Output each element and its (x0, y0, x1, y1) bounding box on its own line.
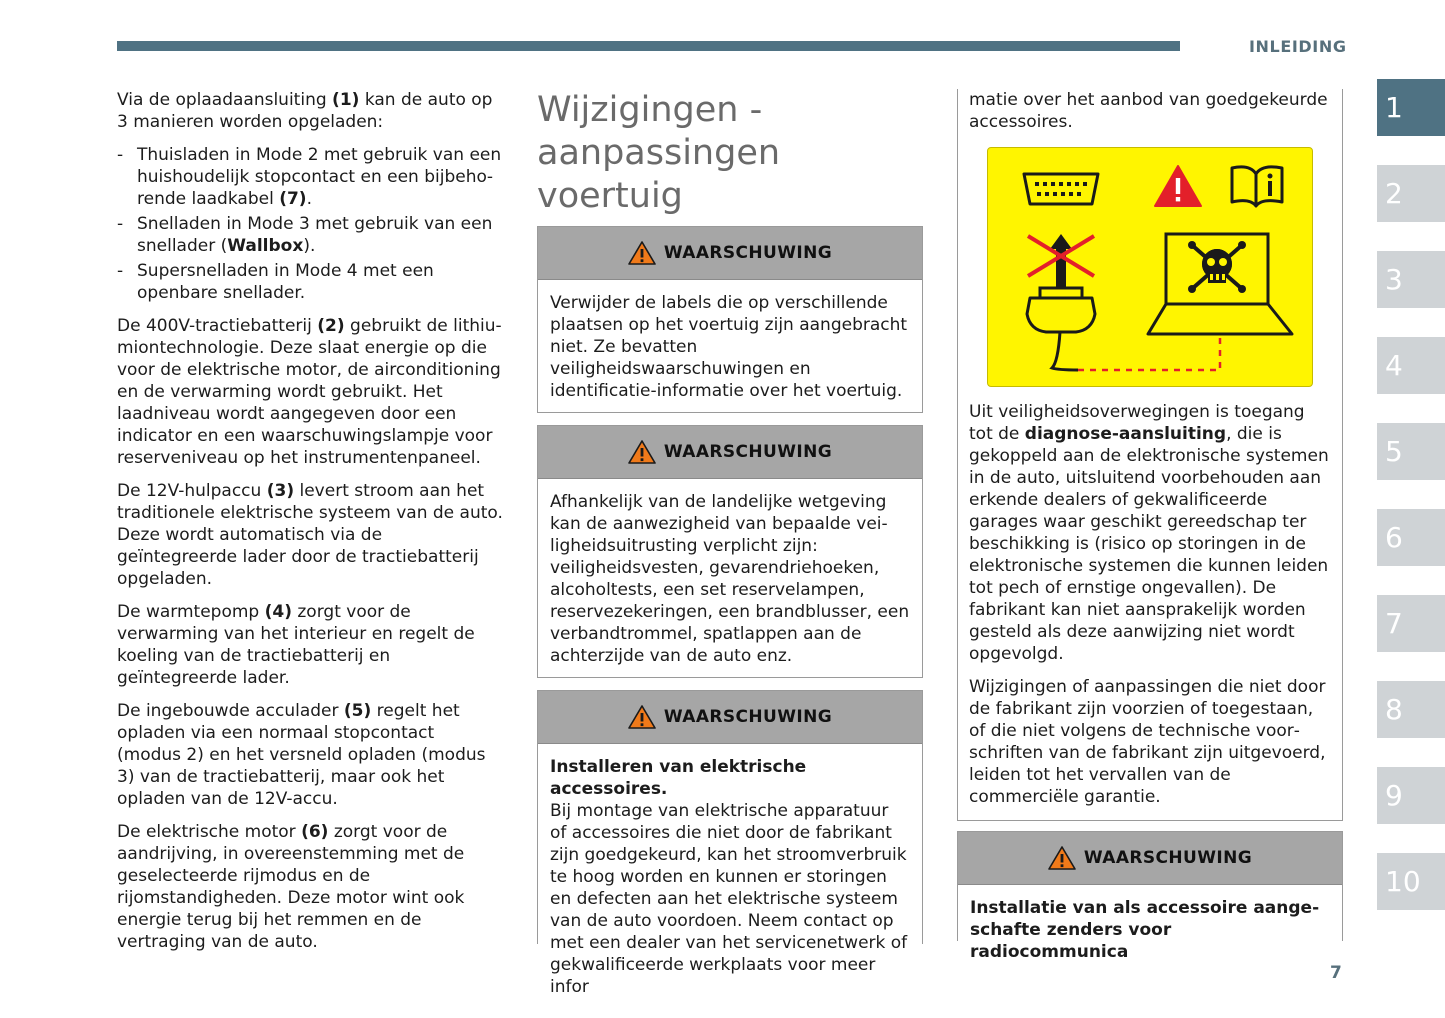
body-paragraph (117, 315, 503, 469)
chapter-tab-2[interactable]: 2 (1377, 165, 1445, 222)
dash-marker: - (117, 145, 124, 165)
chapter-tab-6[interactable]: 6 (1377, 509, 1445, 566)
intro-paragraph (117, 89, 503, 133)
section-title: INLEIDING (1249, 37, 1347, 56)
middle-column (537, 89, 923, 997)
paragraph-text-end: , die is gekoppeld aan de elektronische systemen in de auto, uitsluitend voorbehouden aan erkende dealers of gekwalificeerde garages waar geschikt gereedschap ter beschikking is (risico op storingen in de elektronische systemen die kunnen leiden tot pech of ernstige ongevallen). De fabrikant kan niet aansprakelijk worden gesteld als deze aanwijzing niet wordt opgevolgd. (969, 424, 1329, 664)
body-paragraph (117, 821, 503, 953)
list-text: Supersnelladen in Mode 4 met een openbare snellader. (137, 261, 434, 303)
warning-triangle-icon (628, 440, 656, 464)
paragraph-text: De 12V-hulpaccu (117, 481, 267, 501)
warning-triangle-icon (1048, 846, 1076, 870)
warning-title: WAARSCHUWING (663, 442, 833, 462)
chapter-tab-4[interactable]: 4 (1377, 337, 1445, 394)
warning-text: Bij montage van elektrische apparatuur of accessoires die niet door de fabrikant zijn goedgekeurd, kan het stroomverbruik te hoog worden en kunnen er storingen en defecten aan het elektrische systeem van de auto voordoen. Neem contact op met een dealer van het servicenetwerk of gekwalificeerde werkplaats voor meer infor (550, 801, 908, 997)
obd-connector-icon (1024, 174, 1098, 204)
body-paragraph (117, 601, 503, 689)
diagnostic-warning-figure (987, 147, 1313, 387)
chapter-tab-1[interactable]: 1 (1377, 79, 1445, 136)
list-text-end: ). (303, 236, 316, 256)
warning-body: Afhankelijk van de landelijke wetgeving kan de aanwezigheid van bepaalde veiligheidsuitrusting verplicht zijn: veiligheidsvesten, gevarendriehoeken, alcoholtests, een set reservelampen, reservezekeringen, een brandblusser, een verbandtrommel, spatlappen aan de achterzijde van de auto enz. (550, 492, 910, 666)
danger-triangle-icon (1155, 166, 1201, 206)
left-column (117, 89, 503, 964)
forbidden-plug-icon (1027, 234, 1095, 370)
paragraph-text-end: gebruikt de lithiumiontechnologie. Deze slaat energie op die voor de elektrische motor, de airconditioning en de verwarming wordt gebruikt. Het laadniveau wordt aangegeven door een indicator en een waarschuwingslampje voor reserveniveau op het instrumentenpaneel. (117, 316, 502, 468)
intro-ref: (1) (332, 90, 360, 110)
list-ref: Wallbox (227, 236, 304, 256)
chapter-tab-10[interactable]: 10 (1377, 853, 1445, 910)
paragraph-text: De 400V-tractiebatterij (117, 316, 318, 336)
paragraph-text: Uit veiligheidsoverwegingen is toegang tot de (969, 402, 1305, 444)
chapter-tab-9[interactable]: 9 (1377, 767, 1445, 824)
paragraph-ref: (6) (301, 822, 329, 842)
list-item (117, 213, 503, 257)
list-item (117, 144, 503, 210)
paragraph-ref: (3) (266, 481, 295, 501)
list-ref: (7) (279, 189, 307, 209)
charging-modes-list (117, 144, 503, 304)
intro-text: Via de oplaadaansluiting (117, 90, 333, 110)
chapter-tab-8[interactable]: 8 (1377, 681, 1445, 738)
body-paragraph (969, 401, 1330, 665)
right-column (957, 89, 1343, 962)
chapter-tab-7[interactable]: 7 (1377, 595, 1445, 652)
warning-header (538, 227, 922, 280)
paragraph-text: De warmtepomp (117, 602, 265, 622)
chapter-tab-5[interactable]: 5 (1377, 423, 1445, 480)
warning-body: Verwijder de labels die op verschillende plaatsen op het voertuig zijn aangebracht niet. Ze bevatten veiligheidswaarschuwingen en identificatie-informatie over het voertuig. (550, 293, 908, 401)
dash-marker: - (117, 261, 124, 281)
body-paragraph: Wijzigingen of aanpassingen die niet door de fabrikant zijn voorzien of toegestaan, of die niet volgens de technische voorschriften van de fabrikant zijn uitgevoerd, leiden tot het vervallen van de commerciёle garantie. (969, 677, 1326, 807)
body-paragraph (117, 700, 503, 810)
warning-triangle-icon (628, 241, 656, 265)
warning-body (538, 744, 922, 997)
paragraph-ref: (4) (264, 602, 292, 622)
intro-text-end: kan de auto op 3 manieren worden opgeladen: (117, 90, 493, 132)
skull-laptop-icon (1148, 234, 1292, 334)
paragraph-ref: (5) (343, 701, 372, 721)
section-heading: Wijzigingen - aanpassingen voertuig (537, 90, 781, 216)
continued-text: matie over het aanbod van goedgekeurde accessoires. (969, 90, 1328, 132)
paragraph-text-end: regelt het opladen via een normaal stopcontact (modus 2) en het versneld opladen (modus 3) van de tractiebatterij, maar ook het opladen van de 12V-accu. (117, 701, 486, 809)
figure-illustration (988, 148, 1312, 386)
paragraph-ref: (2) (317, 316, 345, 336)
warning-body (958, 885, 1342, 962)
warning-triangle-icon (628, 705, 656, 729)
paragraph-text-end: levert stroom aan het traditionele elektrische systeem van de auto. Deze wordt automatisch via de geïntegreerde lader door de tractiebatterij opgeladen. (117, 481, 503, 589)
paragraph-text-end: zorgt voor de aandrijving, in overeenstemming met de geselecteerde rijmodus en de rijomstandigheden. Deze motor wint ook energie terug bij het remmen en de vertraging van de auto. (117, 822, 465, 952)
list-text-end: . (306, 189, 312, 209)
list-item (117, 260, 503, 304)
warning-box (537, 690, 923, 997)
body-paragraph (117, 480, 503, 590)
warning-box (537, 226, 923, 413)
continued-warning-box (957, 89, 1343, 821)
paragraph-text: De elektrische motor (117, 822, 302, 842)
paragraph-text-end: zorgt voor de verwarming van het interieur en regelt de koeling van de tractiebatterij en geïntegreerde lader. (117, 602, 475, 688)
warning-lead: Installeren van elektrische accessoires. (550, 757, 807, 799)
page-number: 7 (1330, 963, 1342, 983)
chapter-tab-3[interactable]: 3 (1377, 251, 1445, 308)
header-bar (117, 41, 1180, 51)
dash-marker: - (117, 214, 124, 234)
warning-lead: Installatie van als accessoire aangeschafte zenders voor radiocommunica (970, 898, 1320, 962)
manual-info-icon (1232, 167, 1282, 206)
warning-title: WAARSCHUWING (663, 707, 833, 727)
warning-header (538, 691, 922, 744)
warning-title: WAARSCHUWING (663, 243, 833, 263)
paragraph-term: diagnose-aansluiting (1024, 424, 1227, 444)
paragraph-text: De ingebouwde acculader (117, 701, 344, 721)
warning-header (958, 832, 1342, 885)
warning-header (538, 426, 922, 479)
warning-box (957, 831, 1343, 962)
list-text: Thuisladen in Mode 2 met gebruik van een huishoudelijk stopcontact en een bijbehorende laadkabel (137, 145, 502, 209)
warning-title: WAARSCHUWING (1083, 848, 1253, 868)
warning-box (537, 425, 923, 678)
list-text: Snelladen in Mode 3 met gebruik van een snellader ( (137, 214, 493, 256)
